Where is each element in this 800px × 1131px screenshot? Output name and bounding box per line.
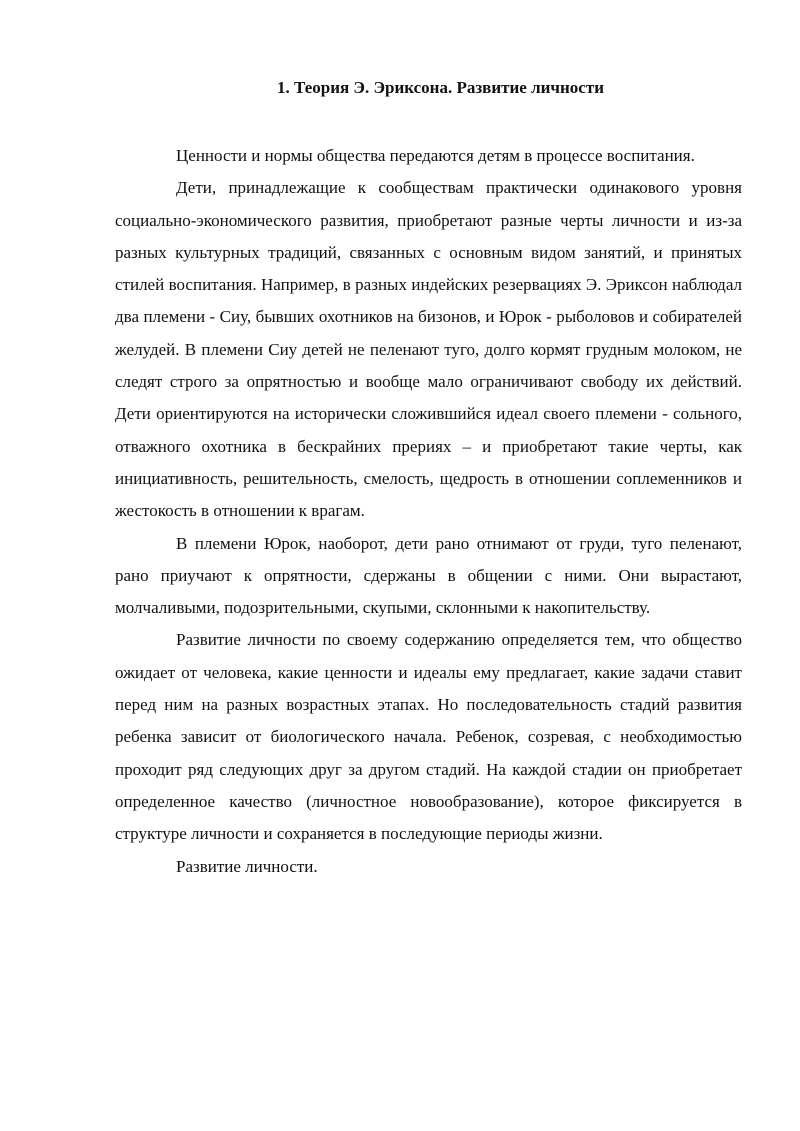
paragraph-2: Дети, принадлежащие к сообществам практически одинакового уровня социально-экономического развития, приобретают разные черты личности и из-за разных культурных традиций, связанных с основным видом занятий, и принятых стилей воспитания. Например, в разных индейских резервациях Э. Эриксон наблюдал два племени - Сиу, бывших охотников на бизонов, и Юрок - рыболовов и собирателей желудей. В племени Сиу детей не пеленают туго, долго кормят грудным молоком, не следят строго за опрятностью и вообще мало ограничивают свободу их действий. Дети ориентируются на исторически сложившийся идеал своего племени - сольного, отважного охотника в бескрайних прериях – и приобретают такие черты, как инициативность, решительность, смелость, щедрость в отношении соплеменников и жестокость в отношении к врагам. — [115, 178, 742, 521]
paragraph-5: Развитие личности. — [176, 856, 318, 876]
paragraph-1: Ценности и нормы общества передаются детям в процессе воспитания. — [176, 146, 695, 165]
paragraph-4: Развитие личности по своему содержанию определяется тем, что общество ожидает от человека, какие ценности и идеалы ему предлагает, какие задачи ставит перед ним на разных возрастных этапах. Но последовательность стадий развития ребенка зависит от биологического начала. Ребенок, созревая, с необходимостью проходит ряд следующих друг за другом стадий. На каждой стадии он приобретает определенное качество (личностное новообразование), которое фиксируется в структуре личности и сохраняется в последующие периоды жизни. — [115, 630, 742, 844]
document-body — [115, 140, 742, 883]
paragraph-3: В племени Юрок, наоборот, дети рано отнимают от груди, туго пеленают, рано приучают к опрятности, сдержаны в общении с ними. Они вырастают, молчаливыми, подозрительными, скупыми, склонными к накопительству. — [115, 533, 742, 618]
section-title: 1. Теория Э. Эриксона. Развитие личности — [277, 78, 604, 97]
